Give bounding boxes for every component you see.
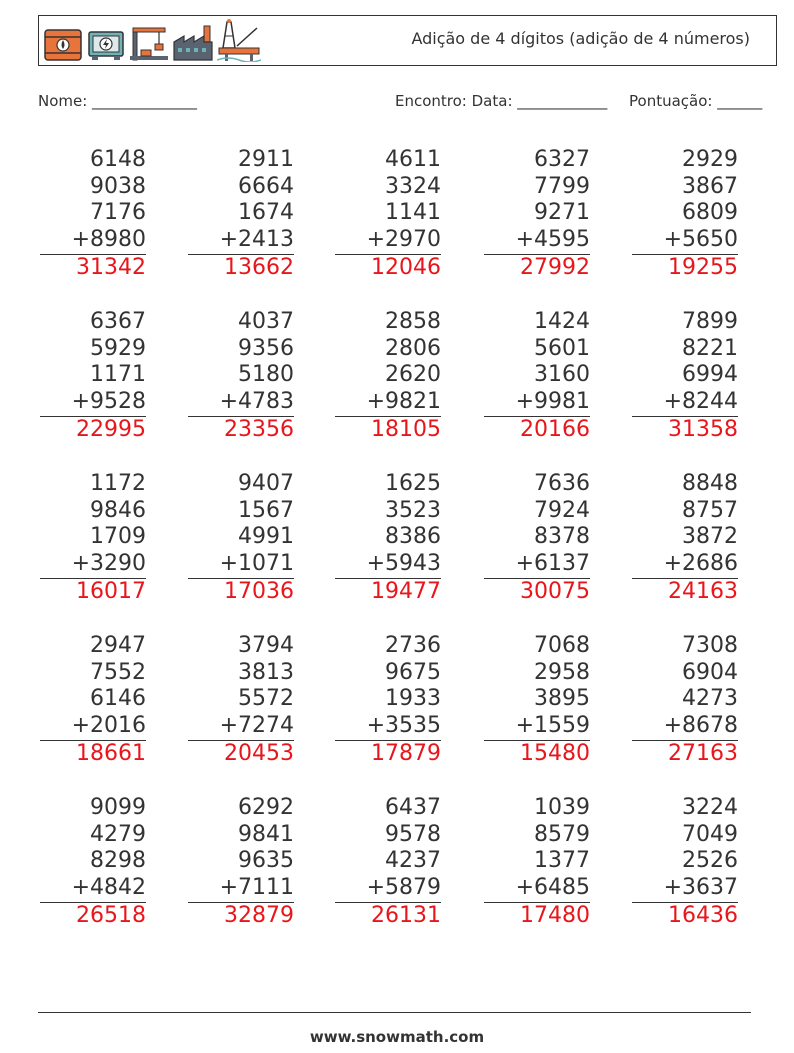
answer: 22995	[76, 416, 146, 442]
factory-icon	[172, 24, 214, 62]
addend: 6292	[238, 795, 294, 820]
addend: 9271	[534, 200, 590, 226]
addend: 2736	[385, 633, 441, 658]
header-icons	[43, 20, 261, 62]
problem-card	[184, 147, 294, 282]
addend: 1172	[90, 471, 146, 496]
addend: 1039	[534, 795, 590, 820]
addend: 6664	[238, 173, 294, 199]
addend: 6367	[90, 309, 146, 334]
addend: 4237	[385, 848, 441, 874]
problem-card	[184, 471, 294, 606]
answer: 16436	[668, 902, 738, 928]
answer: 26131	[371, 902, 441, 928]
addend: 2911	[238, 147, 294, 172]
addend-last: +3290	[71, 551, 146, 577]
addend: 7176	[90, 200, 146, 226]
addend: 1933	[385, 686, 441, 712]
addend: 6809	[682, 200, 738, 226]
addend: 9038	[90, 173, 146, 199]
addend: 6148	[90, 147, 146, 172]
score-field: Pontuação: ______	[629, 92, 763, 110]
answer: 19255	[668, 254, 738, 280]
addend: 7049	[682, 821, 738, 847]
addend: 9407	[238, 471, 294, 496]
addend: 6904	[682, 659, 738, 685]
addend: 6437	[385, 795, 441, 820]
addend: 9841	[238, 821, 294, 847]
addend-last: +5879	[366, 875, 441, 901]
addend-last: +8980	[71, 227, 146, 253]
addend: 8221	[682, 335, 738, 361]
addend: 3794	[238, 633, 294, 658]
addend: 2620	[385, 362, 441, 388]
addend: 8579	[534, 821, 590, 847]
addend: 3895	[534, 686, 590, 712]
problem-card	[480, 309, 590, 444]
answer: 16017	[76, 578, 146, 604]
addend: 8298	[90, 848, 146, 874]
addend-last: +1559	[515, 713, 590, 739]
addend: 5572	[238, 686, 294, 712]
date-field: Encontro: Data: ____________	[395, 92, 608, 110]
answer: 13662	[224, 254, 294, 280]
addend: 1424	[534, 309, 590, 334]
answer: 17036	[224, 578, 294, 604]
answer: 31358	[668, 416, 738, 442]
addend: 8386	[385, 524, 441, 550]
addend: 7308	[682, 633, 738, 658]
answer: 19477	[371, 578, 441, 604]
footer-site: www.snowmath.com	[309, 1028, 485, 1046]
addend: 1377	[534, 848, 590, 874]
problem-card	[184, 795, 294, 930]
crane-icon	[129, 22, 169, 62]
addend: 2947	[90, 633, 146, 658]
answer: 15480	[520, 740, 590, 766]
addend-last: +8678	[663, 713, 738, 739]
power-generator-icon	[86, 28, 126, 62]
addend-last: +4783	[219, 389, 294, 415]
oil-barrel-icon	[43, 28, 83, 62]
addend-last: +8244	[663, 389, 738, 415]
addend-last: +3637	[663, 875, 738, 901]
addend: 9675	[385, 659, 441, 685]
addend: 7799	[534, 173, 590, 199]
addend-last: +7111	[219, 875, 294, 901]
problem-card	[628, 795, 738, 930]
answer: 27163	[668, 740, 738, 766]
addend: 7636	[534, 471, 590, 496]
addend: 4611	[385, 147, 441, 172]
answer: 23356	[224, 416, 294, 442]
addend: 3523	[385, 497, 441, 523]
answer: 26518	[76, 902, 146, 928]
answer: 20166	[520, 416, 590, 442]
problem-card	[628, 471, 738, 606]
addend-last: +2016	[71, 713, 146, 739]
addend: 9099	[90, 795, 146, 820]
addend-last: +4595	[515, 227, 590, 253]
addend-last: +4842	[71, 875, 146, 901]
answer: 24163	[668, 578, 738, 604]
addend: 3160	[534, 362, 590, 388]
addend: 1625	[385, 471, 441, 496]
problem-card	[184, 633, 294, 768]
addend-last: +9821	[366, 389, 441, 415]
problem-card	[331, 795, 441, 930]
problem-card	[36, 633, 146, 768]
addend: 4991	[238, 524, 294, 550]
page-title: Adição de 4 dígitos (adição de 4 números)	[411, 29, 750, 48]
problem-card	[331, 147, 441, 282]
problem-card	[628, 309, 738, 444]
answer: 30075	[520, 578, 590, 604]
addend: 8757	[682, 497, 738, 523]
addend-last: +5650	[663, 227, 738, 253]
addend: 2958	[534, 659, 590, 685]
addend: 4273	[682, 686, 738, 712]
addend: 2929	[682, 147, 738, 172]
addend-last: +5943	[366, 551, 441, 577]
addend: 6994	[682, 362, 738, 388]
addend: 1709	[90, 524, 146, 550]
problem-card	[480, 147, 590, 282]
answer: 27992	[520, 254, 590, 280]
problem-card	[36, 147, 146, 282]
addend-last: +2686	[663, 551, 738, 577]
addend: 9846	[90, 497, 146, 523]
addend: 7899	[682, 309, 738, 334]
addend: 9356	[238, 335, 294, 361]
answer: 17480	[520, 902, 590, 928]
addend: 4037	[238, 309, 294, 334]
problem-card	[36, 471, 146, 606]
addend: 2526	[682, 848, 738, 874]
answer: 17879	[371, 740, 441, 766]
problem-card	[36, 795, 146, 930]
addend: 6146	[90, 686, 146, 712]
addend-last: +1071	[219, 551, 294, 577]
addend: 8848	[682, 471, 738, 496]
addend: 3324	[385, 173, 441, 199]
answer: 18105	[371, 416, 441, 442]
answer: 31342	[76, 254, 146, 280]
problem-card	[480, 795, 590, 930]
problem-card	[331, 471, 441, 606]
addend-last: +9981	[515, 389, 590, 415]
addend-last: +6137	[515, 551, 590, 577]
addend: 3813	[238, 659, 294, 685]
addend: 8378	[534, 524, 590, 550]
answer: 32879	[224, 902, 294, 928]
addend: 3872	[682, 524, 738, 550]
problem-card	[36, 309, 146, 444]
addend: 7068	[534, 633, 590, 658]
addend: 3224	[682, 795, 738, 820]
addend-last: +2413	[219, 227, 294, 253]
footer-rule	[38, 1012, 751, 1013]
addend: 4279	[90, 821, 146, 847]
addend: 1171	[90, 362, 146, 388]
addend-last: +2970	[366, 227, 441, 253]
addend: 5601	[534, 335, 590, 361]
addend-last: +6485	[515, 875, 590, 901]
problem-card	[184, 309, 294, 444]
oil-rig-icon	[217, 18, 261, 62]
addend: 9578	[385, 821, 441, 847]
addend: 2806	[385, 335, 441, 361]
addend-last: +7274	[219, 713, 294, 739]
answer: 20453	[224, 740, 294, 766]
problem-card	[480, 633, 590, 768]
addend-last: +9528	[71, 389, 146, 415]
problem-card	[628, 633, 738, 768]
addend: 5180	[238, 362, 294, 388]
addend: 9635	[238, 848, 294, 874]
addend: 7924	[534, 497, 590, 523]
addend: 3867	[682, 173, 738, 199]
answer: 12046	[371, 254, 441, 280]
name-field: Nome: ______________	[38, 92, 198, 110]
problem-card	[331, 309, 441, 444]
answer: 18661	[76, 740, 146, 766]
problem-card	[480, 471, 590, 606]
addend: 2858	[385, 309, 441, 334]
addend: 1567	[238, 497, 294, 523]
addend: 1141	[385, 200, 441, 226]
addend: 1674	[238, 200, 294, 226]
header-box	[38, 15, 777, 66]
addend: 5929	[90, 335, 146, 361]
addend-last: +3535	[366, 713, 441, 739]
addend: 6327	[534, 147, 590, 172]
problem-card	[628, 147, 738, 282]
problem-card	[331, 633, 441, 768]
addend: 7552	[90, 659, 146, 685]
